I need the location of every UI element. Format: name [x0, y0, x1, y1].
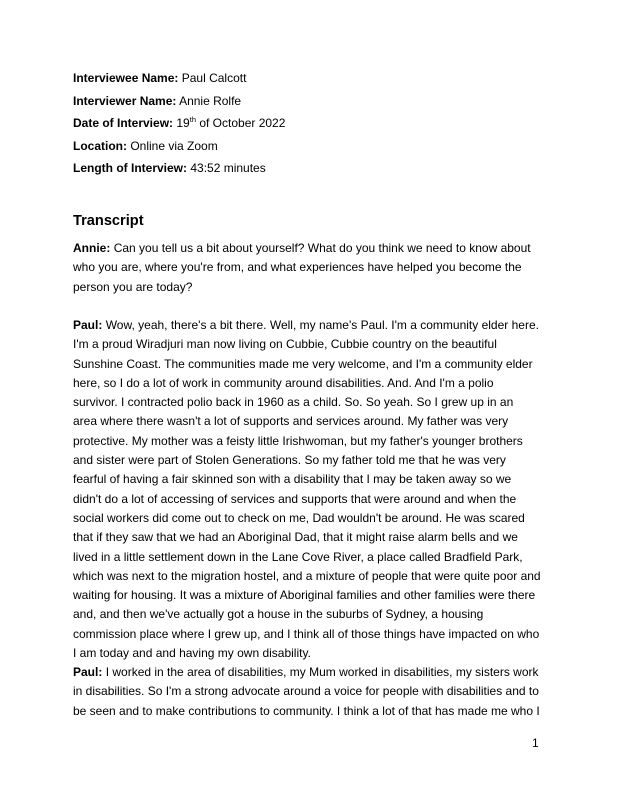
interview-details	[73, 70, 553, 183]
length-label: Length of Interview:	[73, 161, 187, 175]
paragraph-line: Paul: I worked in the area of disabilities, my Mum worked in disabilities, my sisters work	[73, 665, 539, 679]
paragraph-line: commission place where I grew up, and I think all of those things have impacted on who	[73, 626, 540, 641]
speaker-label: Paul:	[73, 665, 103, 679]
date-day: 19	[176, 116, 190, 130]
speaker-label: Annie:	[73, 241, 111, 255]
paragraph-line: be seen and to make contributions to community. I think a lot of that has made me who I	[73, 703, 540, 718]
paragraph-line: and, and then we've actually got a house in the suburbs of Sydney, a housing	[73, 607, 484, 622]
location-label: Location:	[73, 138, 127, 153]
interviewee-line	[73, 70, 553, 93]
paragraph-line: lived in a little settlement down in the Lane Cove River, a place called Bradfield Park,	[73, 549, 523, 564]
speaker-label: Paul:	[73, 318, 103, 332]
date-suffix: th	[189, 115, 196, 124]
transcript-paragraph	[73, 239, 555, 297]
paragraph-line: I'm a proud Wiradjuri man now living on Cubbie, Cubbie country on the beautiful	[73, 337, 497, 352]
paragraph-line: who you are, where you're from, and what experiences have helped you become the	[73, 260, 522, 275]
paragraph-line: that if they saw that we had an Aboriginal Dad, that it might raise alarm bells and we	[73, 530, 518, 545]
paragraph-line: Paul: Wow, yeah, there's a bit there. Well, my name's Paul. I'm a community elder here.	[73, 318, 539, 332]
paragraph-line: waiting for housing. It was a mixture of Aboriginal families and other families were there	[73, 588, 536, 603]
paragraph-line: Annie: Can you tell us a bit about yourself? What do you think we need to know about	[73, 241, 531, 255]
date-line	[73, 115, 553, 138]
location-value: Online via Zoom	[130, 138, 218, 153]
date-label: Date of Interview:	[73, 116, 174, 130]
paragraph-line: area where there wasn't a lot of supports and services around. My father was very	[73, 414, 509, 429]
date-rest: of October 2022	[199, 116, 286, 130]
paragraph-line: didn't do a lot of accessing of services and supports that were around and when the	[73, 491, 517, 506]
paragraph-line: I am today and and having my own disability.	[73, 646, 311, 661]
paragraph-line: in disabilities. So I'm a strong advocate around a voice for people with disabilities and to	[73, 684, 539, 699]
length-value: 43:52 minutes	[190, 161, 266, 175]
paragraph-line: survivor. I contracted polio back in 1960 as a child. So. So yeah. So I grew up in an	[73, 395, 514, 410]
paragraph-line: and sister were part of Stolen Generations. So my father told me that he was very	[73, 453, 506, 468]
interviewer-value: Annie Rolfe	[179, 93, 242, 108]
length-line	[73, 160, 553, 183]
paragraph-line: social workers did come out to check on me, Dad wouldn't be around. He was scared	[73, 510, 525, 525]
location-line	[73, 138, 553, 161]
interviewee-value: Paul Calcott	[181, 71, 247, 85]
interviewee-label: Interviewee Name:	[73, 71, 179, 85]
paragraph-line: fearful of having a fair skinned son with a disability that I may be taken away so we	[73, 472, 512, 487]
transcript-heading: Transcript	[73, 213, 144, 229]
page-number: 1	[532, 736, 539, 750]
paragraph-line: protective. My mother was a feisty little Irishwoman, but my father's younger brothers	[73, 433, 523, 448]
interviewer-line	[73, 93, 553, 116]
transcript-paragraph	[73, 316, 555, 663]
interviewer-label: Interviewer Name:	[73, 93, 177, 108]
paragraph-line: Sunshine Coast. The communities made me very welcome, and I'm a community elder	[73, 356, 533, 371]
paragraph-line: which was next to the migration hostel, and a mixture of people that were quite poor and	[73, 568, 541, 583]
paragraph-line: person you are today?	[73, 279, 193, 294]
paragraph-line: here, so I do a lot of work in community around disabilities. And. And I'm a polio	[73, 375, 494, 390]
transcript-paragraph	[73, 663, 555, 721]
